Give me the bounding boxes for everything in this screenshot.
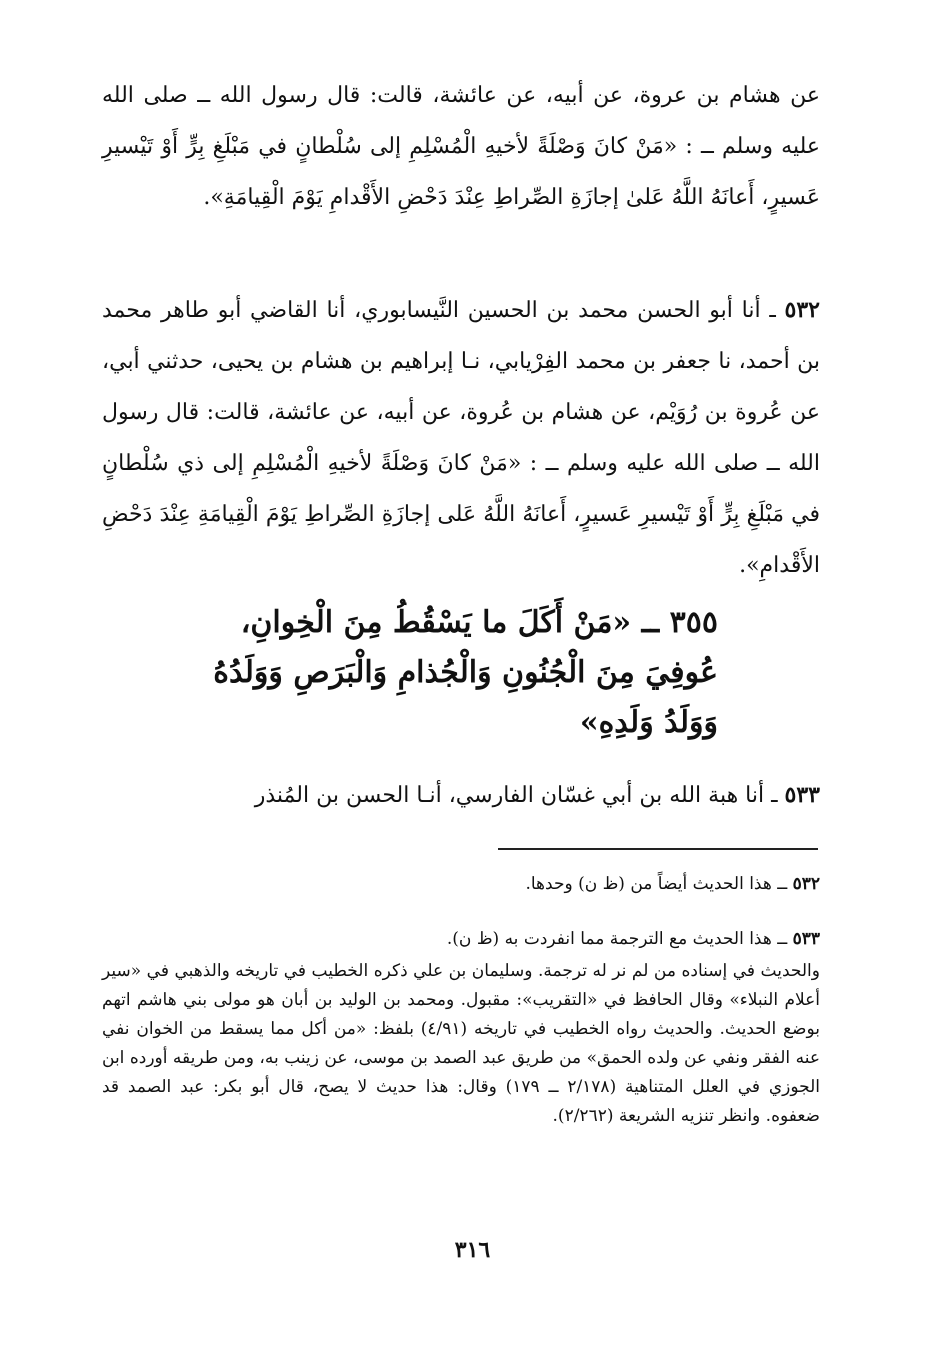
paragraph-number: ٥٣٣	[784, 782, 820, 808]
footnote-533	[102, 925, 820, 953]
paragraph-text: ـ أنا أبو الحسن محمد بن الحسين النَّيسابوري، أنا القاضي أبو طاهر محمد بن أحمد، نا جعفر بن محمد الفِرْيابي، نـا إبراهيم بن هشام بن يحيى، حدثني أبي، عن عُروة بن رُوَيْم، عن هشام بن عُروة، عن أبيه، عن عائشة، قالت: قال رسول الله ــ صلى الله عليه وسلم ــ : «مَنْ كانَ وَصْلَةً لأخيهِ الْمُسْلِمِ إلى ذي سُلْطانٍ في مَبْلَغِ بِرٍّ أَوْ تَيْسيرِ عَسيرٍ، أَعانَهُ اللَّهُ عَلى إجازَةِ الصِّراطِ يَوْمَ الْقِيامَةِ عِنْدَ دَحْضِ الأَقْدامِ».	[102, 298, 820, 578]
footnote-533-detail	[102, 957, 820, 1131]
hadith-heading-355	[200, 598, 718, 748]
page-number: ٣١٦	[454, 1237, 491, 1263]
hadith-number: ٣٥٥	[669, 605, 718, 640]
paragraph-text: عن هشام بن عروة، عن أبيه، عن عائشة، قالت: قال رسول الله ــ صلى الله عليه وسلم ــ : «مَنْ كانَ وَصْلَةً لأخيهِ الْمُسْلِمِ إلى سُلْطانٍ في مَبْلَغِ بِرٍّ أَوْ تَيْسيرِ عَسيرٍ، أَعانَهُ اللَّهُ عَلىٰ إجازَةِ الصِّراطِ عِنْدَ دَحْضِ الأَقْدامِ يَوْمَ الْقِيامَةِ».	[102, 83, 820, 210]
footnote-text: ــ هذا الحديث أيضاً من (ظ ن) وحدها.	[525, 874, 793, 894]
paragraph-number: ٥٣٢	[784, 297, 820, 323]
footnote-text: ــ هذا الحديث مع الترجمة مما انفردت به (ظ ن).	[446, 929, 793, 949]
footnote-532	[102, 870, 820, 898]
footnote-number: ٥٣٢	[792, 874, 820, 894]
hadith-text: ــ «مَنْ أَكَلَ ما يَسْقُطُ مِنَ الْخِوانِ، عُوفِيَ مِنَ الْجُنُونِ وَالْجُذامِ وَالْبَرَصِ وَوَلَدُهُ وَوَلَدُ وَلَدِهِ»	[213, 605, 718, 740]
paragraph-text: ـ أنا هبة الله بن أبي غسّان الفارسي، أنـا الحسن بن المُنذر	[254, 783, 785, 808]
main-text-paragraph-533	[102, 770, 820, 821]
main-text-paragraph-continued	[102, 70, 820, 223]
footnote-separator	[498, 848, 818, 850]
main-text-paragraph-532	[102, 285, 820, 591]
footnote-detail-text: والحديث في إسناده من لم نر له ترجمة. وسليمان بن علي ذكره الخطيب في تاريخه والذهبي في «سير أعلام النبلاء» وقال الحافظ في «التقريب»: مقبول. ومحمد بن الوليد بن أبان هو مولى بني هاشم اتهم بوضع الحديث. والحديث رواه الخطيب في تاريخه (٤/٩١) بلفظ: «من أكل مما يسقط من الخوان نفي عنه الفقر ونفي عن ولده الحمق» من طريق عبد الصمد بن موسى، عن زينب به، ومن طريقه أورده ابن الجوزي في العلل المتناهية (٢/١٧٨ ــ ١٧٩) وقال: هذا حديث لا يصح، قال أبو بكر: عبد الصمد قد ضعفوه. وانظر تنزيه الشريعة (٢/٢٦٢).	[102, 961, 820, 1126]
footnote-number: ٥٣٣	[792, 929, 820, 949]
